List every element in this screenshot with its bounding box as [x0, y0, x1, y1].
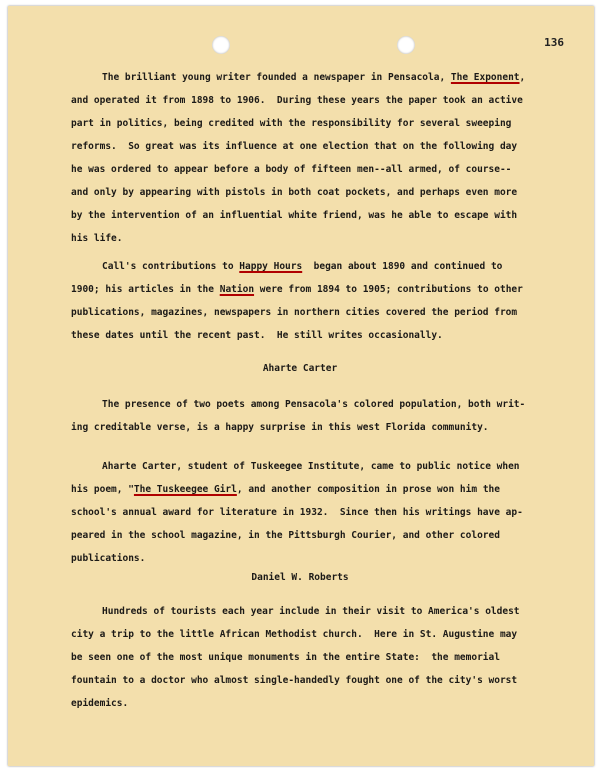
text-line: and only by appearing with pistols in both coat pockets, and perhaps even more [71, 187, 518, 198]
text-line: fountain to a doctor who almost single-handedly fought one of the city's worst [71, 675, 518, 686]
text-line: Aharte Carter, student of Tuskeegee Institute, came to public notice when [102, 461, 520, 472]
paragraph-contributions [71, 255, 533, 347]
section-heading-aharte-carter: Aharte Carter [262, 363, 338, 374]
underlined-title: Nation [219, 284, 255, 295]
text-line: and operated it from 1898 to 1906. During these years the paper took an active [71, 95, 523, 106]
text-line: reforms. So great was its influence at one election that on the following day [71, 141, 518, 152]
text-line: by the intervention of an influential white friend, was he able to escape with [71, 210, 518, 221]
text-line: epidemics. [71, 698, 129, 709]
paragraph-tuskeegee [71, 455, 533, 570]
text-line: Call's contributions to Happy Hours began about 1890 and continued to [102, 261, 503, 272]
paragraph-two-poets [71, 393, 533, 439]
text-line: his poem, "The Tuskeegee Girl, and another composition in prose won him the [71, 484, 500, 495]
punch-hole-left [212, 36, 230, 54]
underlined-title: The Exponent [450, 72, 520, 83]
text-line: Hundreds of tourists each year include in their visit to America's oldest [102, 606, 520, 617]
page-number: 136 [544, 36, 564, 49]
text-line: The brilliant young writer founded a newspaper in Pensacola, The Exponent, [102, 72, 526, 83]
section-heading-daniel-roberts: Daniel W. Roberts [251, 572, 349, 583]
text-line: peared in the school magazine, in the Pittsburgh Courier, and other colored [71, 530, 500, 541]
text-line: The presence of two poets among Pensacola's colored population, both writ- [102, 399, 526, 410]
paragraph-st-augustine [71, 600, 533, 715]
text-line: publications. [71, 553, 146, 564]
text-line: he was ordered to appear before a body of fifteen men--all armed, of course-- [71, 164, 512, 175]
text-line: 1900; his articles in the Nation were from 1894 to 1905; contributions to other [71, 284, 523, 295]
text-line: ing creditable verse, is a happy surprise in this west Florida community. [71, 422, 489, 433]
text-line: his life. [71, 233, 123, 244]
paragraph-exponent [71, 66, 533, 250]
text-line: city a trip to the little African Methodist church. Here in St. Augustine may [71, 629, 518, 640]
punch-hole-right [397, 36, 415, 54]
text-line: these dates until the recent past. He still writes occasionally. [71, 330, 443, 341]
text-line: school's annual award for literature in 1932. Since then his writings have ap- [71, 507, 523, 518]
underlined-title: The Tuskeegee Girl [133, 484, 237, 495]
underlined-title: Happy Hours [239, 261, 303, 272]
text-line: be seen one of the most unique monuments in the entire State: the memorial [71, 652, 500, 663]
text-line: part in politics, being credited with the responsibility for several sweeping [71, 118, 512, 129]
text-line: publications, magazines, newspapers in northern cities covered the period from [71, 307, 518, 318]
